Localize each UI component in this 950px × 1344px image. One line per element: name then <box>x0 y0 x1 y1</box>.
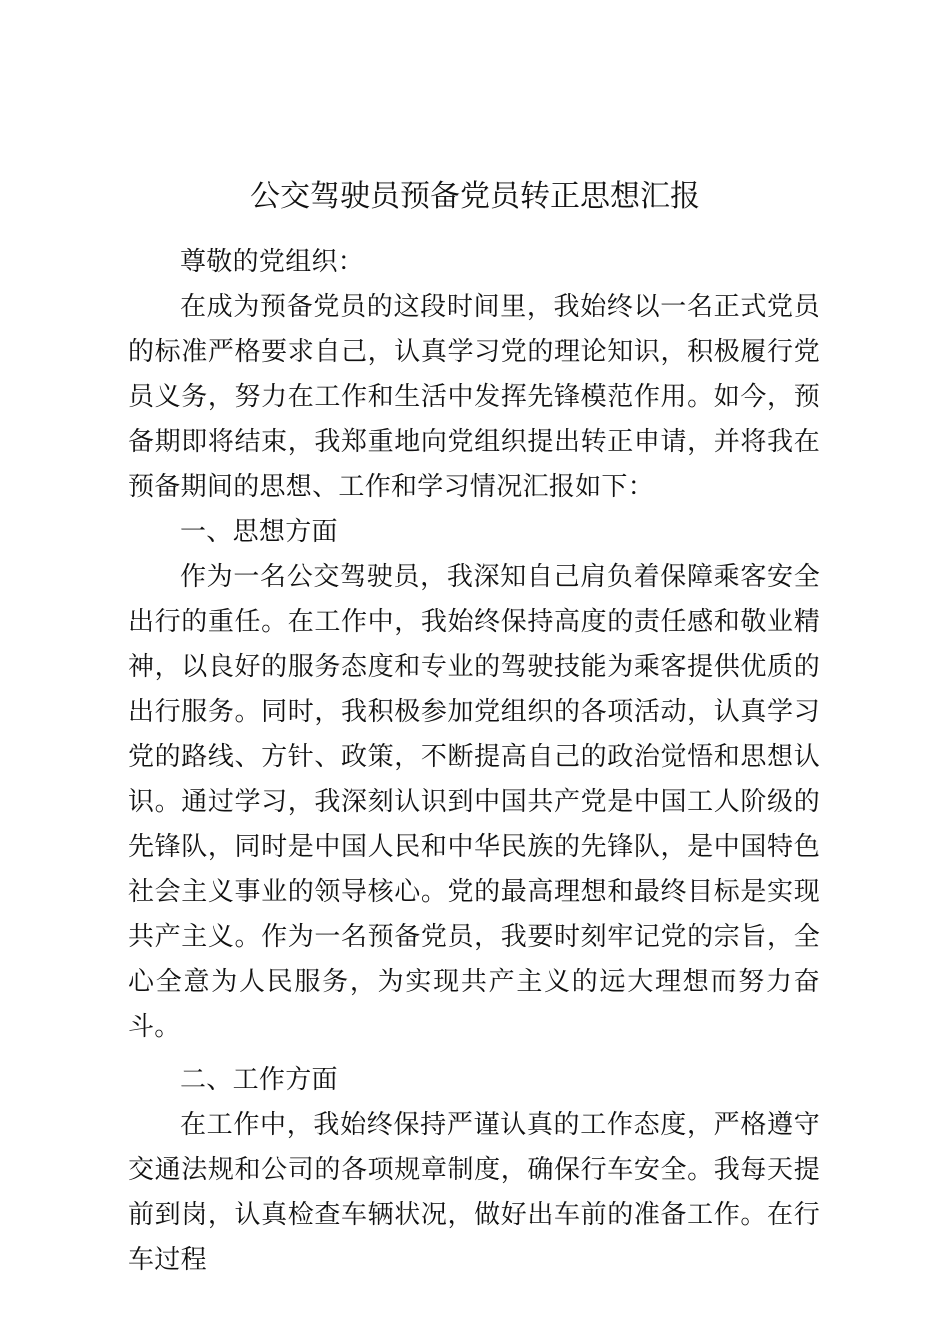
work-paragraph: 在工作中，我始终保持严谨认真的工作态度，严格遵守交通法规和公司的各项规章制度，确保行车安全。我每天提前到岗，认真检查车辆状况，做好出车前的准备工作。在行车过程 <box>128 1110 820 1275</box>
salutation: 尊敬的党组织： <box>180 247 365 277</box>
section-heading-thought: 一、思想方面 <box>180 517 338 547</box>
document-body <box>128 240 820 1283</box>
intro-paragraph: 在成为预备党员的这段时间里，我始终以一名正式党员的标准严格要求自己，认真学习党的理论知识，积极履行党员义务，努力在工作和生活中发挥先锋模范作用。如今，预备期即将结束，我郑重地向党组织提出转正申请，并将我在预备期间的思想、工作和学习情况汇报如下： <box>128 292 820 502</box>
thought-paragraph: 作为一名公交驾驶员，我深知自己肩负着保障乘客安全出行的重任。在工作中，我始终保持高度的责任感和敬业精神，以良好的服务态度和专业的驾驶技能为乘客提供优质的出行服务。同时，我积极参加党组织的各项活动，认真学习党的路线、方针、政策，不断提高自己的政治觉悟和思想认识。通过学习，我深刻认识到中国共产党是中国工人阶级的先锋队，同时是中国人民和中华民族的先锋队，是中国特色社会主义事业的领导核心。党的最高理想和最终目标是实现共产主义。作为一名预备党员，我要时刻牢记党的宗旨，全心全意为人民服务，为实现共产主义的远大理想而努力奋斗。 <box>128 562 820 1042</box>
section-heading-work: 二、工作方面 <box>180 1065 338 1095</box>
document-title: 公交驾驶员预备党员转正思想汇报 <box>250 179 700 214</box>
